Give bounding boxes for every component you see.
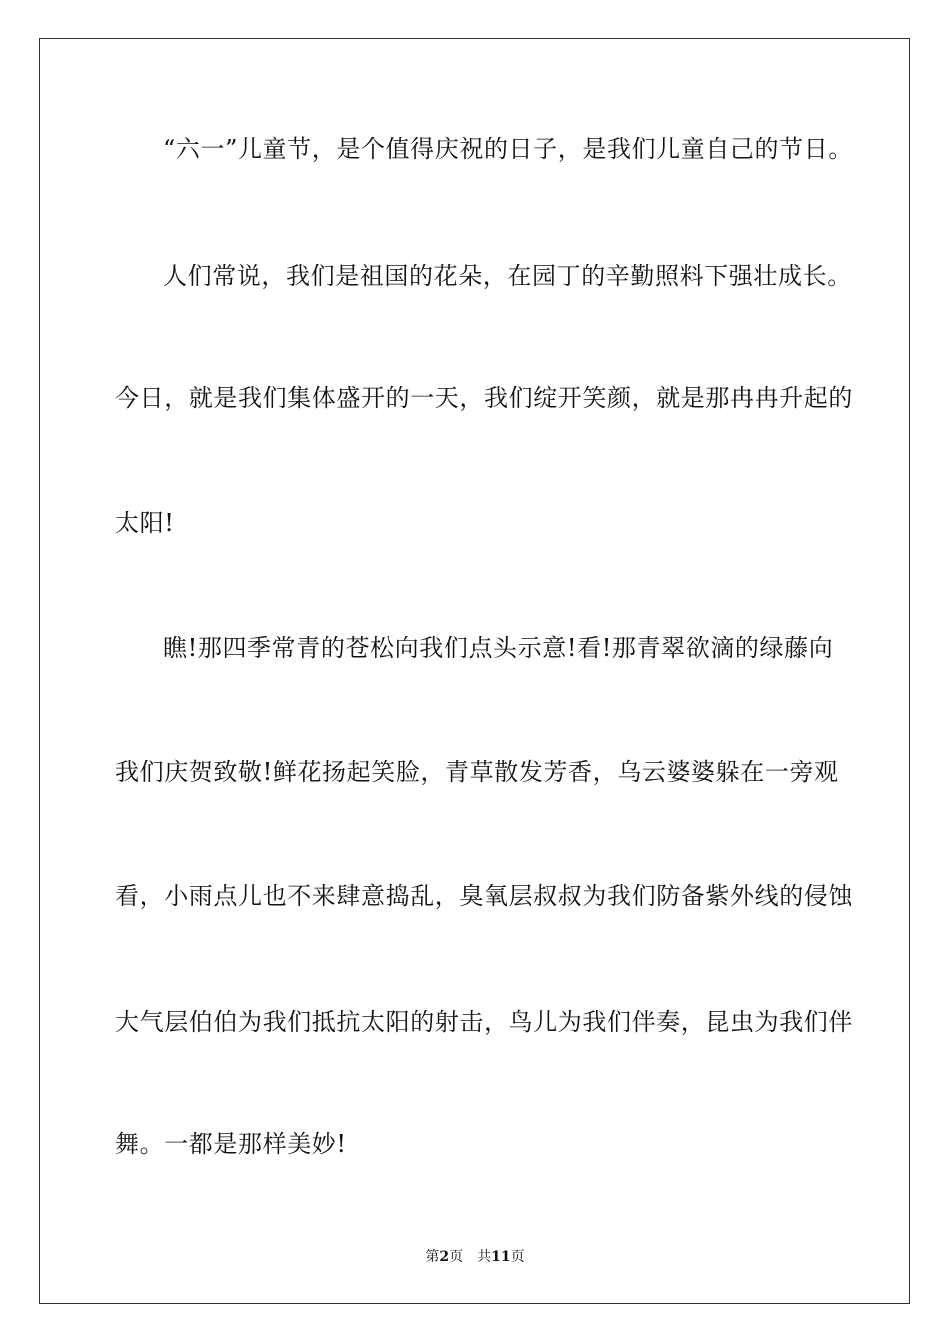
paragraph-line-9: 舞。一都是那样美妙! [115, 1130, 347, 1158]
paragraph-line-7: 看，小雨点儿也不来肆意捣乱，臭氧层叔叔为我们防备紫外线的侵蚀 [115, 882, 853, 910]
page-prefix: 第 [425, 1249, 440, 1265]
total-prefix: 共 [477, 1249, 492, 1265]
page-number: 2 [439, 1249, 450, 1265]
paragraph-line-1: “六一”儿童节，是个值得庆祝的日子，是我们儿童自己的节日。 [163, 135, 853, 163]
paragraph-line-2: 人们常说，我们是祖国的花朵，在园丁的辛勤照料下强壮成长。 [163, 262, 852, 290]
paragraph-line-8: 大气层伯伯为我们抵抗太阳的射击，鸟儿为我们伴奏，昆虫为我们伴 [115, 1008, 853, 1036]
paragraph-line-3: 今日，就是我们集体盛开的一天，我们绽开笑颜，就是那冉冉升起的 [115, 384, 853, 412]
paragraph-line-5: 瞧!那四季常青的苍松向我们点头示意!看!那青翠欲滴的绿藤向 [163, 634, 834, 662]
page-footer [0, 1248, 950, 1266]
total-suffix: 页 [510, 1249, 525, 1265]
page-border [39, 38, 910, 1304]
page-suffix: 页 [449, 1249, 464, 1265]
paragraph-line-4: 太阳! [115, 509, 175, 537]
paragraph-line-6: 我们庆贺致敬!鲜花扬起笑脸，青草散发芳香，乌云婆婆躲在一旁观 [115, 758, 839, 786]
total-pages: 11 [491, 1249, 511, 1265]
